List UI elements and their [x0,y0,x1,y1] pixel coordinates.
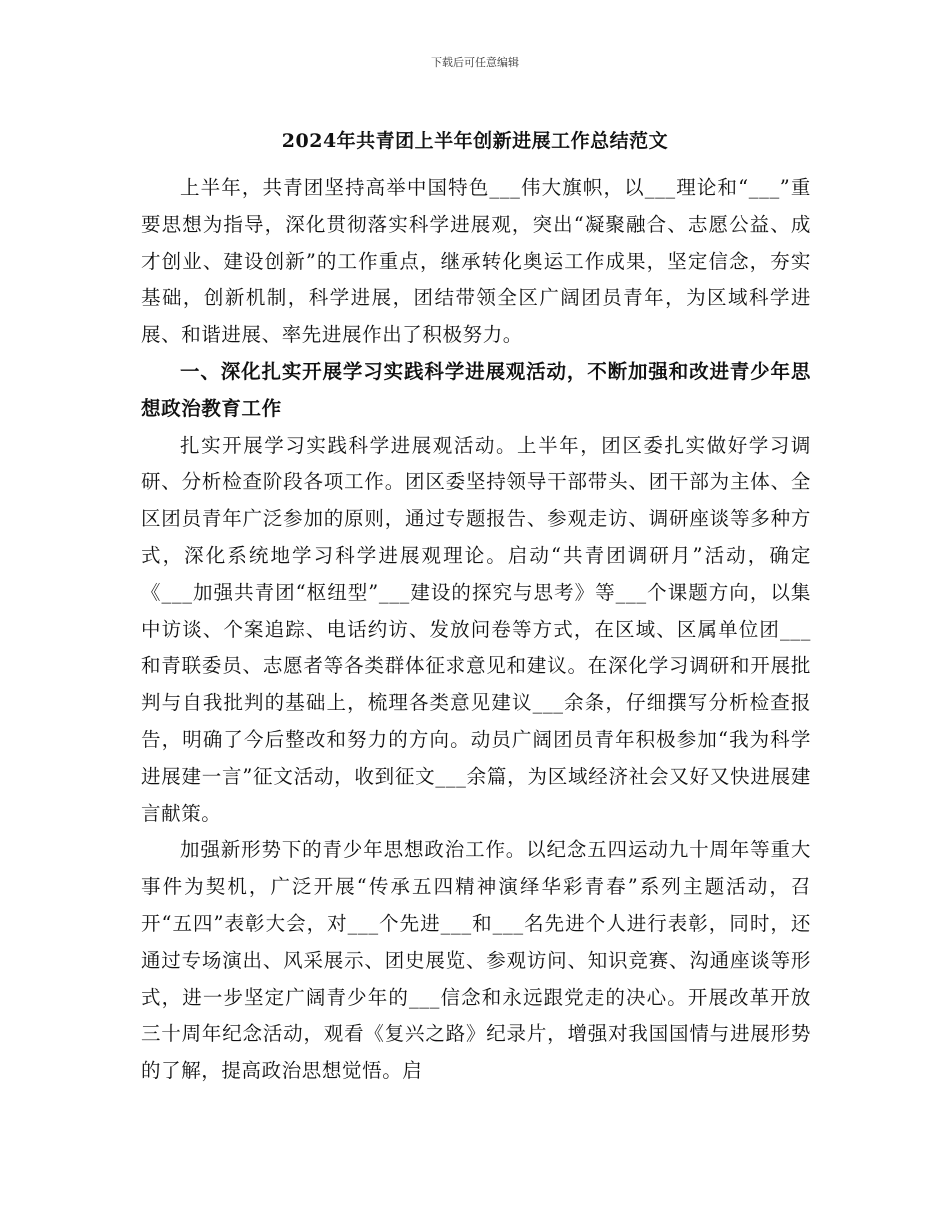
body-paragraph-ideology: 加强新形势下的青少年思想政治工作。以纪念五四运动九十周年等重大事件为契机，广泛开展“传承五四精神演绎华彩青春”系列主题活动，召开“五四”表彰大会，对___个先进___和___名先进个人进行表彰，同时，还通过专场演出、风采展示、团史展览、参观访问、知识竞赛、沟通座谈等形式，进一步坚定广阔青少年的___信念和永远跟党走的决心。开展改革开放三十周年纪念活动，观看《复兴之路》纪录片，增强对我国国情与进展形势的了解，提高政治思想觉悟。启 [141,838,811,1083]
intro-paragraph: 上半年，共青团坚持高举中国特色___伟大旗帜，以___理论和“___”重要思想为指导，深化贯彻落实科学进展观，突出“凝聚融合、志愿公益、成才创业、建设创新”的工作重点，继承转化奥运工作成果，坚定信念，夯实基础，创新机制，科学进展，团结带领全区广阔团员青年，为区域科学进展、和谐进展、率先进展作出了积极努力。 [141,176,811,347]
body-paragraph-study: 扎实开展学习实践科学进展观活动。上半年，团区委扎实做好学习调研、分析检查阶段各项工作。团区委坚持领导干部带头、团干部为主体、全区团员青年广泛参加的原则，通过专题报告、参观走访、调研座谈等多种方式，深化系统地学习科学进展观理论。启动“共青团调研月”活动，确定《___加强共青团“枢纽型”___建设的探究与思考》等___个课题方向，以集中访谈、个案追踪、电话约访、发放问卷等方式，在区域、区属单位团___和青联委员、志愿者等各类群体征求意见和建议。在深化学习调研和开展批判与自我批判的基础上，梳理各类意见建议___余条，仔细撰写分析检查报告，明确了今后整改和努力的方向。动员广阔团员青年积极参加“我为科学进展建一言”征文活动，收到征文___余篇，为区域经济社会又好又快进展建言献策。 [141,433,811,825]
document-title: 2024年共青团上半年创新进展工作总结范文 [281,130,669,152]
header-note: 下载后可任意编辑 [431,56,519,69]
document-body [141,170,811,1090]
section-heading-1: 一、深化扎实开展学习实践科学进展观活动，不断加强和改进青少年思想政治教育工作 [141,359,811,420]
